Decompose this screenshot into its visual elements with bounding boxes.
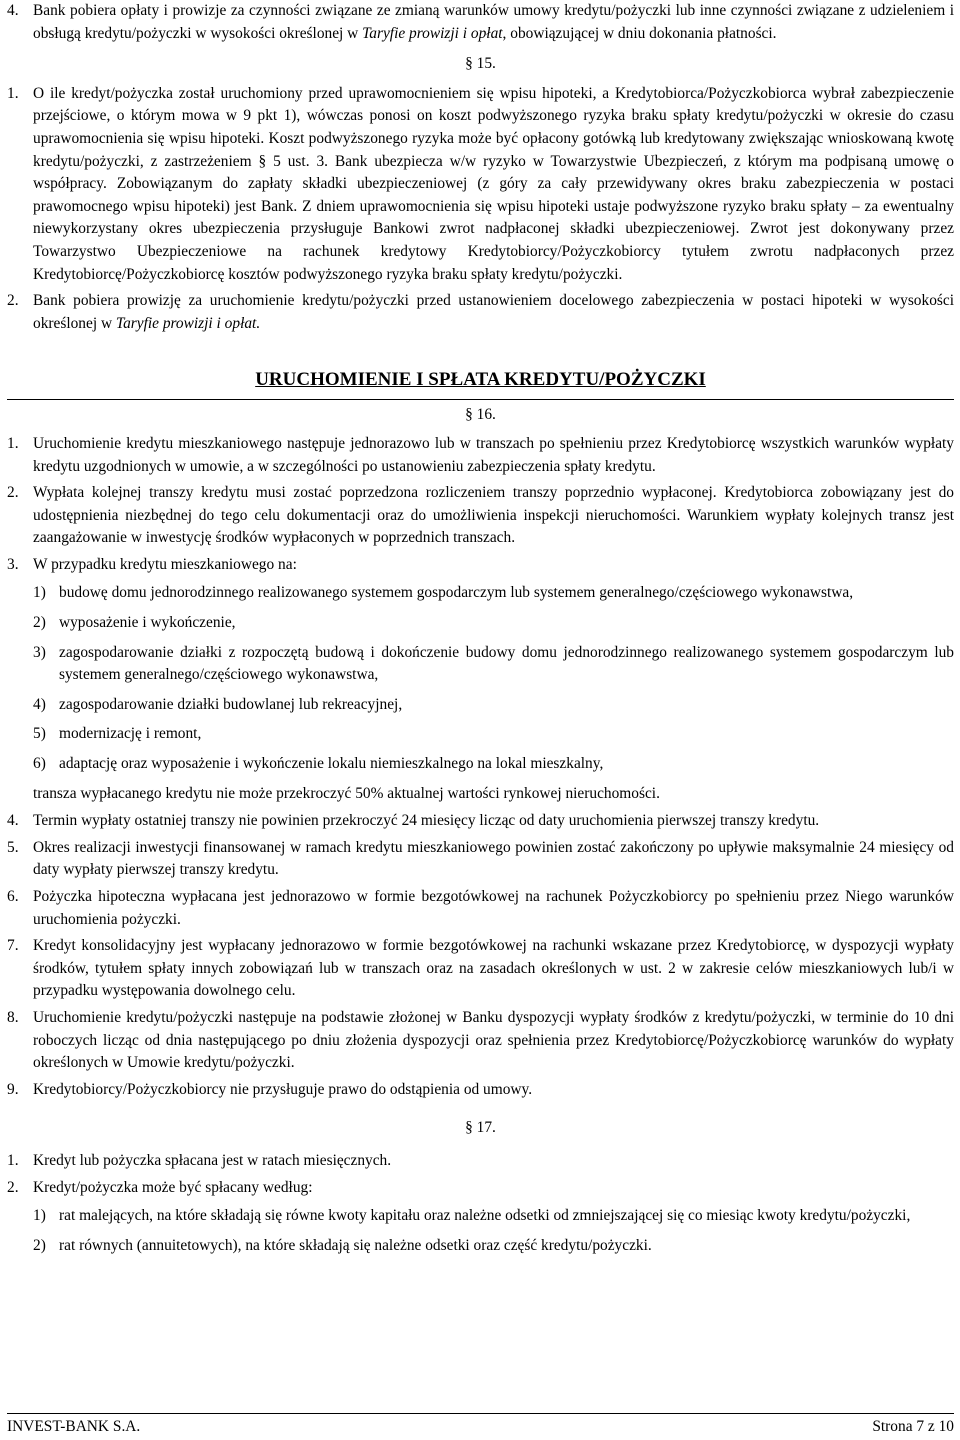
section-17-title: § 17. <box>465 1119 496 1137</box>
list-item <box>7 290 954 335</box>
section15-intro-item <box>7 0 954 45</box>
section-16-sublist-tail: transza wypłacanego kredytu nie może przekroczyć 50% aktualnej wartości rynkowej nieruchomości. <box>33 784 660 802</box>
sub-list-item <box>7 1235 954 1258</box>
list-item <box>7 482 954 550</box>
section-17-sublist <box>7 1205 954 1257</box>
list-item <box>7 1079 954 1102</box>
item-number: 5) <box>33 725 46 743</box>
item-number: 3. <box>7 555 19 573</box>
item-text: Uruchomienie kredytu mieszkaniowego następuje jednorazowo lub w transzach po spełnieniu przez Kredytobiorcę wszystkich warunków wypłaty kredytu uzgodnionych w umowie, a w szczególności po ustanowieniu zabezpieczenia spłaty kredytu. <box>33 434 954 475</box>
list-item <box>7 837 954 882</box>
section-15-list <box>7 83 954 336</box>
item-number: 1) <box>33 584 46 602</box>
item-text: Bank pobiera prowizję za uruchomienie kredytu/pożyczki przed ustanowieniem docelowego zabezpieczenia w postaci hipoteki w wysokości określonej w Taryfie prowizji i opłat. <box>33 292 954 332</box>
item-text: rat malejących, na które składają się równe kwoty kapitału oraz należne odsetki od zmniejszającej się co miesiąc kwoty kredytu/pożyczki, <box>59 1207 911 1225</box>
list-item <box>7 554 954 577</box>
section-15-title: § 15. <box>465 55 496 73</box>
section-16-sublist <box>7 582 954 775</box>
sub-list-item <box>7 694 954 717</box>
item-text: Kredyt/pożyczka może być spłacany według: <box>33 1178 313 1196</box>
item-text: Bank pobiera opłaty i prowizje za czynności związane ze zmianą warunków umowy kredytu/pożyczki lub inne czynności związane z udzieleniem i obsługą kredytu/pożyczki w wysokości określonej w Taryfie prowizji i opłat, obowiązującej w dniu dokonania płatności. <box>33 2 954 42</box>
item-text: Kredyt lub pożyczka spłacana jest w ratach miesięcznych. <box>33 1151 392 1169</box>
list-item <box>7 433 954 478</box>
item-text: rat równych (annuitetowych), na które składają się należne odsetki oraz część kredytu/pożyczki. <box>59 1236 652 1254</box>
footer-page-number: Strona 7 z 10 <box>872 1418 954 1435</box>
item-number: 2. <box>7 1178 19 1196</box>
list-item <box>7 1177 954 1200</box>
chapter-heading: URUCHOMIENIE I SPŁATA KREDYTU/POŻYCZKI <box>255 369 706 391</box>
section-17-list <box>7 1150 954 1199</box>
sub-list-item <box>7 753 954 776</box>
item-text: modernizację i remont, <box>59 725 202 743</box>
list-item <box>7 83 954 286</box>
item-text: O ile kredyt/pożyczka został uruchomiony przed uprawomocnieniem się wpisu hipoteki, a Kredytobiorca/Pożyczkobiorca wybrał zabezpieczenie przejściowe, o którym mowa w 9 pkt 1), wówczas ponosi on koszt podwyższonego ryzyka braku spłaty kredytu/pożyczki w okresie do czasu uprawomocnienia się wpisu hipoteki. Koszt podwyższonego ryzyka może być opłacony gotówką lub kredytowany zwiększając wnioskowaną kwotę kredytu/pożyczki, z zastrzeżeniem § 5 ust. 3. Bank ubezpiecza w/w ryzyko w Towarzystwie Ubezpieczeń, z którym ma podpisaną umowę o współpracy. Zobowiązanym do zapłaty składki ubezpieczeniowej (z góry za cały przewidywany okres braku zabezpieczenia w postaci prawomocnego wpisu hipoteki) jest Bank. Z dniem uprawomocnienia się wpisu hipoteki ustaje podwyższone ryzyko braku spłaty – za ewentualny niewykorzystany okres ubezpieczenia przysługuje Bankowi zwrot nadpłaconej składki ubezpieczeniowej. Zwrot jest dokonywany przez Towarzystwo Ubezpieczeniowe na rachunek kredytowy Kredytobiorcy/Pożyczkobiorcy tytułem zwrotu nadpłaconych przez Kredytobiorcę/Pożyczkobiorcę kosztów podwyższonego ryzyka braku spłaty kredytu/pożyczki. <box>33 84 954 283</box>
item-number: 2. <box>7 484 19 502</box>
item-number: 7. <box>7 937 19 955</box>
item-text: Wypłata kolejnej transzy kredytu musi zostać poprzedzona rozliczeniem transzy poprzednio wypłaconej. Kredytobiorca zobowiązany jest do udostępnienia niezbędnej do tego celu dokumentacji oraz do umożliwienia inspekcji nieruchomości. Warunkiem wypłaty kolejnych transz jest zaangażowanie w inwestycję środków wypłaconych w poprzednich transzach. <box>33 484 954 547</box>
item-text: adaptację oraz wyposażenie i wykończenie lokalu niemieszkalnego na lokal mieszkalny, <box>59 755 604 773</box>
sub-list-item <box>7 582 954 605</box>
item-number: 5. <box>7 838 19 856</box>
item-number: 6) <box>33 755 46 773</box>
heading-divider <box>7 399 954 400</box>
section-16-title: § 16. <box>465 406 496 424</box>
sub-list-item <box>7 723 954 746</box>
item-number: 1. <box>7 84 19 102</box>
item-number: 6. <box>7 888 19 905</box>
list-item <box>7 1007 954 1075</box>
item-text: zagospodarowanie działki z rozpoczętą budową i dokończenie budowy domu jednorodzinnego realizowanego systemem gospodarczym lub systemem generalnego/częściowego wykonawstwa, <box>59 643 954 684</box>
item-text: Kredyt konsolidacyjny jest wypłacany jednorazowo w formie bezgotówkowej na rachunki wskazane przez Kredytobiorcę, w dyspozycji wypłaty środków, tytułem spłaty innych zobowiązań lub w transzach oraz na zasadach określonych w ust. 2 w zakresie celów mieszkaniowych lub/i w przypadku występowania dowolnego celu. <box>33 937 954 1000</box>
item-number: 9. <box>7 1080 19 1098</box>
list-item <box>7 810 954 833</box>
item-text: Okres realizacji inwestycji finansowanej w ramach kredytu mieszkaniowego powinien zostać zakończony po upływie maksymalnie 24 miesięcy od daty wypłaty pierwszej transzy kredytu. <box>33 838 954 879</box>
footer-company: INVEST-BANK S.A. <box>7 1418 141 1435</box>
list-item <box>7 1150 954 1173</box>
item-number: 1. <box>7 1151 19 1169</box>
list-item <box>7 935 954 1003</box>
sub-list-item <box>7 1205 954 1228</box>
item-number: 2. <box>7 292 19 310</box>
item-number: 2) <box>33 614 46 632</box>
document-body <box>7 0 954 1257</box>
sub-list-item <box>7 612 954 635</box>
item-number: 1) <box>33 1207 46 1225</box>
item-number: 1. <box>7 434 19 452</box>
page-footer <box>7 1416 954 1438</box>
sub-list-item <box>7 642 954 687</box>
section-16-list-b <box>7 810 954 1101</box>
item-number: 4) <box>33 695 46 713</box>
item-text: wyposażenie i wykończenie, <box>59 614 236 632</box>
item-text: budowę domu jednorodzinnego realizowanego systemem gospodarczym lub systemem generalnego/częściowego wykonawstwa, <box>59 584 854 602</box>
list-item <box>7 886 954 931</box>
item-text: Termin wypłaty ostatniej transzy nie powinien przekroczyć 24 miesięcy licząc od daty uruchomienia pierwszej transzy kredytu. <box>33 812 820 830</box>
item-text: Uruchomienie kredytu/pożyczki następuje na podstawie złożonej w Banku dyspozycji wypłaty środków z kredytu/pożyczki, w terminie do 10 dni roboczych licząc od dnia następującego po dniu złożenia dyspozycji oraz spełnienia przez Kredytobiorcę/Pożyczkobiorcę warunków do wypłaty określonych w Umowie kredytu/pożyczki. <box>33 1008 954 1072</box>
item-text: Pożyczka hipoteczna wypłacana jest jednorazowo w formie bezgotówkowej na rachunek Pożyczkobiorcy po spełnieniu przez Niego warunków uruchomienia pożyczki. <box>33 888 954 928</box>
item-number: 8. <box>7 1008 19 1026</box>
footer-divider <box>7 1413 954 1414</box>
section-16-list-a <box>7 433 954 577</box>
item-number: 4. <box>7 812 19 830</box>
item-number: 4. <box>7 2 19 19</box>
item-text: zagospodarowanie działki budowlanej lub rekreacyjnej, <box>59 695 403 713</box>
item-text: W przypadku kredytu mieszkaniowego na: <box>33 555 297 573</box>
item-text: Kredytobiorcy/Pożyczkobiorcy nie przysługuje prawo do odstąpienia od umowy. <box>33 1080 533 1098</box>
item-number: 3) <box>33 643 46 661</box>
item-number: 2) <box>33 1236 46 1254</box>
